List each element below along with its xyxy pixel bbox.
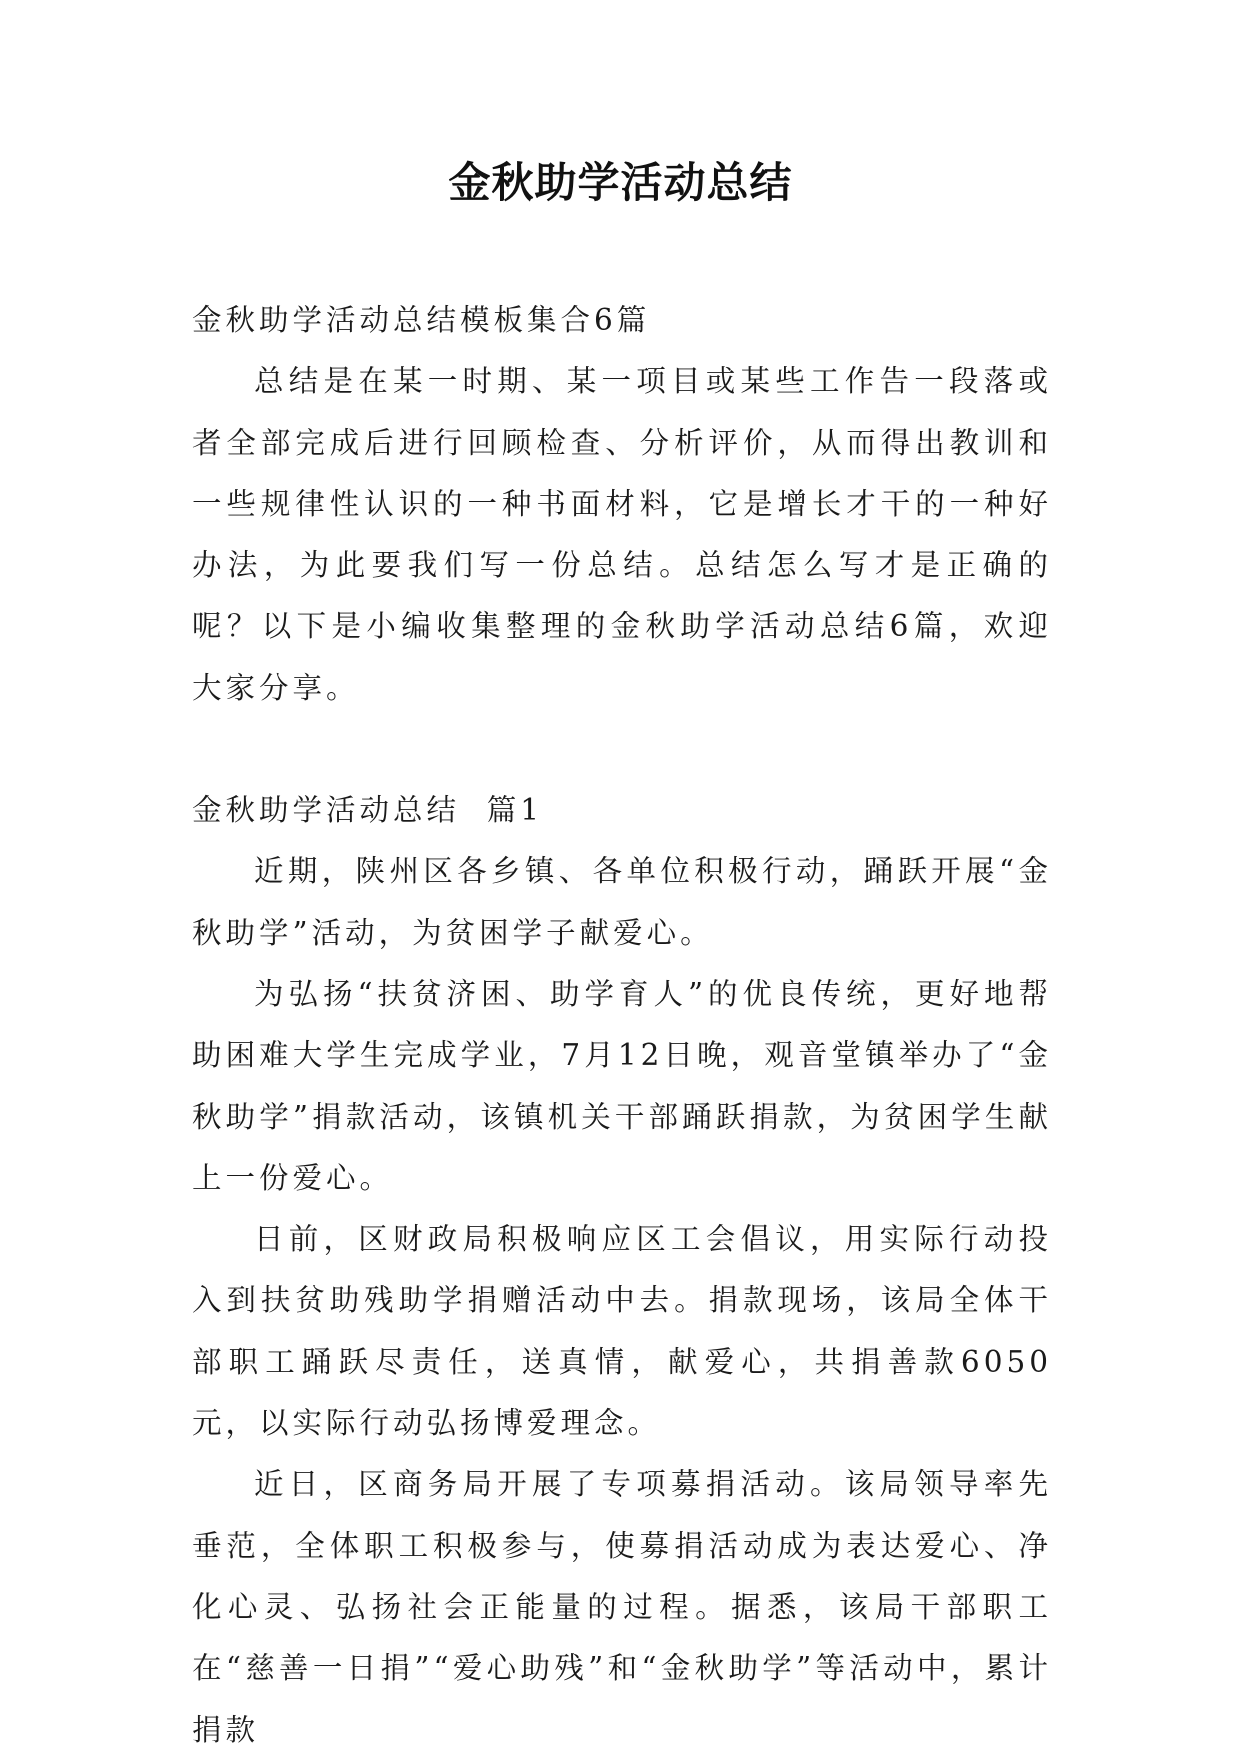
section-gap <box>192 719 1052 780</box>
body-paragraph: 为弘扬“扶贫济困、助学育人”的优良传统，更好地帮助困难大学生完成学业，7月12日晚，观音堂镇举办了“金秋助学”捐款活动，该镇机关干部踊跃捐款，为贫困学生献上一份爱心。 <box>192 976 1052 1195</box>
intro-paragraph: 总结是在某一时期、某一项目或某些工作告一段落或者全部完成后进行回顾检查、分析评价，从而得出教训和一些规律性认识的一种书面材料，它是增长才干的一种好办法，为此要我们写一份总结。总结怎么写才是正确的呢？以下是小编收集整理的金秋助学活动总结6篇，欢迎大家分享。 <box>192 364 1052 705</box>
body-paragraph: 日前，区财政局积极响应区工会倡议，用实际行动投入到扶贫助残助学捐赠活动中去。捐款现场，该局全体干部职工踊跃尽责任，送真情，献爱心，共捐善款6050元，以实际行动弘扬博爱理念。 <box>192 1222 1052 1441</box>
document-title: 金秋助学活动总结 <box>448 158 793 207</box>
document-subtitle: 金秋助学活动总结模板集合6篇 <box>192 303 651 337</box>
body-paragraph: 近日，区商务局开展了专项募捐活动。该局领导率先垂范，全体职工积极参与，使募捐活动成为表达爱心、净化心灵、弘扬社会正能量的过程。据悉，该局干部职工在“慈善一日捐”“爱心助残”和“金秋助学”等活动中，累计捐款 <box>192 1467 1052 1747</box>
document-body <box>192 290 1052 1761</box>
body-paragraph: 近期，陕州区各乡镇、各单位积极行动，踊跃开展“金秋助学”活动，为贫困学子献爱心。 <box>192 854 1052 950</box>
section-heading: 金秋助学活动总结 篇1 <box>192 793 544 828</box>
